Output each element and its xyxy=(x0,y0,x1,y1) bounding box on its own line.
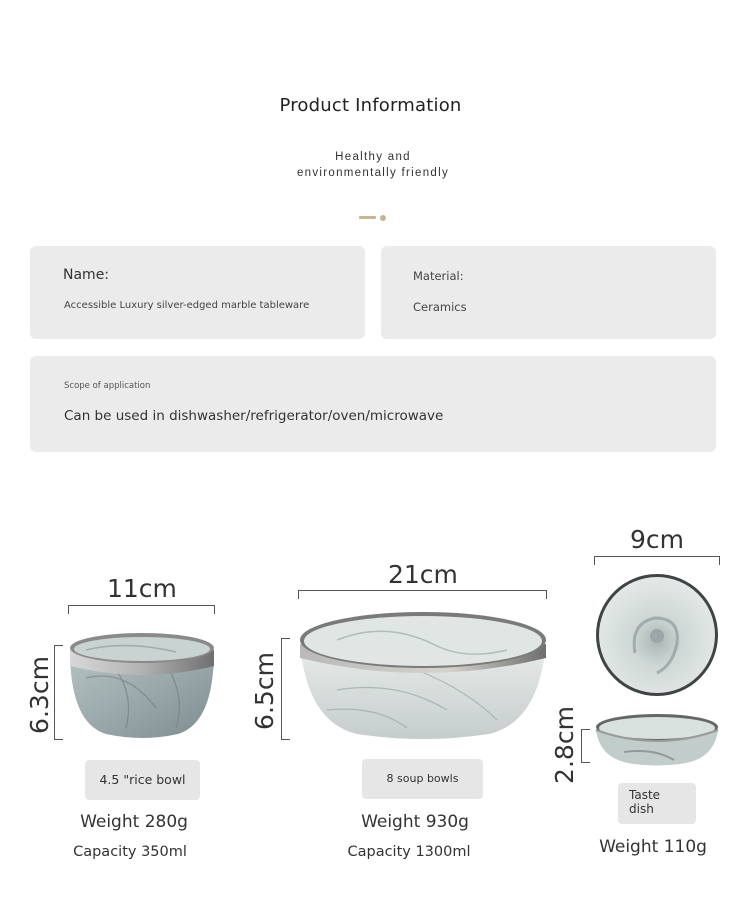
material-label: Material: xyxy=(413,269,464,283)
name-label: Name: xyxy=(63,267,110,283)
soup-bowl-height-label: 6.5cm xyxy=(250,652,279,730)
soup-bowl-capacity: Capacity 1300ml xyxy=(347,844,471,860)
rice-bowl-tag: 4.5 "rice bowl xyxy=(85,760,200,800)
taste-dish-weight: Weight 110g xyxy=(599,837,707,857)
divider-dot xyxy=(380,215,386,221)
soup-bowl-width-bracket xyxy=(298,590,547,599)
rice-bowl-width-label: 11cm xyxy=(107,574,177,603)
taste-dish-top-view-image xyxy=(595,573,720,698)
rice-bowl-width-bracket xyxy=(68,605,215,614)
taste-dish-side-view-image xyxy=(594,712,720,767)
scope-card xyxy=(30,356,716,452)
page-subtitle xyxy=(0,150,746,181)
scope-label: Scope of application xyxy=(64,381,151,391)
taste-dish-height-bracket xyxy=(581,729,590,763)
page-title: Product Information xyxy=(279,95,462,116)
material-value: Ceramics xyxy=(413,300,467,314)
rice-bowl-height-label: 6.3cm xyxy=(25,656,54,734)
name-value: Accessible Luxury silver-edged marble tableware xyxy=(64,300,310,311)
soup-bowl-height-bracket xyxy=(281,638,290,740)
rice-bowl-image xyxy=(66,628,218,740)
name-card xyxy=(30,246,365,339)
taste-dish-tag-line-2: dish xyxy=(629,802,654,816)
divider-dash xyxy=(359,216,376,219)
taste-dish-height-label: 2.8cm xyxy=(550,706,579,784)
soup-bowl-tag: 8 soup bowls xyxy=(362,759,483,799)
taste-dish-width-label: 9cm xyxy=(630,525,685,554)
rice-bowl-weight: Weight 280g xyxy=(80,812,188,832)
soup-bowl-width-label: 21cm xyxy=(388,560,458,589)
taste-dish-tag-line-1: Taste xyxy=(629,788,661,802)
taste-dish-width-bracket xyxy=(594,556,720,565)
subtitle-line-1: Healthy and xyxy=(335,151,411,163)
subtitle-line-2: environmentally friendly xyxy=(296,166,449,179)
taste-dish-tag xyxy=(618,783,696,824)
rice-bowl-capacity: Capacity 350ml xyxy=(73,844,187,860)
material-card xyxy=(381,246,716,339)
soup-bowl-weight: Weight 930g xyxy=(361,812,469,832)
scope-value: Can be used in dishwasher/refrigerator/oven/microwave xyxy=(64,408,444,424)
rice-bowl-height-bracket xyxy=(54,645,63,740)
soup-bowl-image xyxy=(297,610,549,742)
